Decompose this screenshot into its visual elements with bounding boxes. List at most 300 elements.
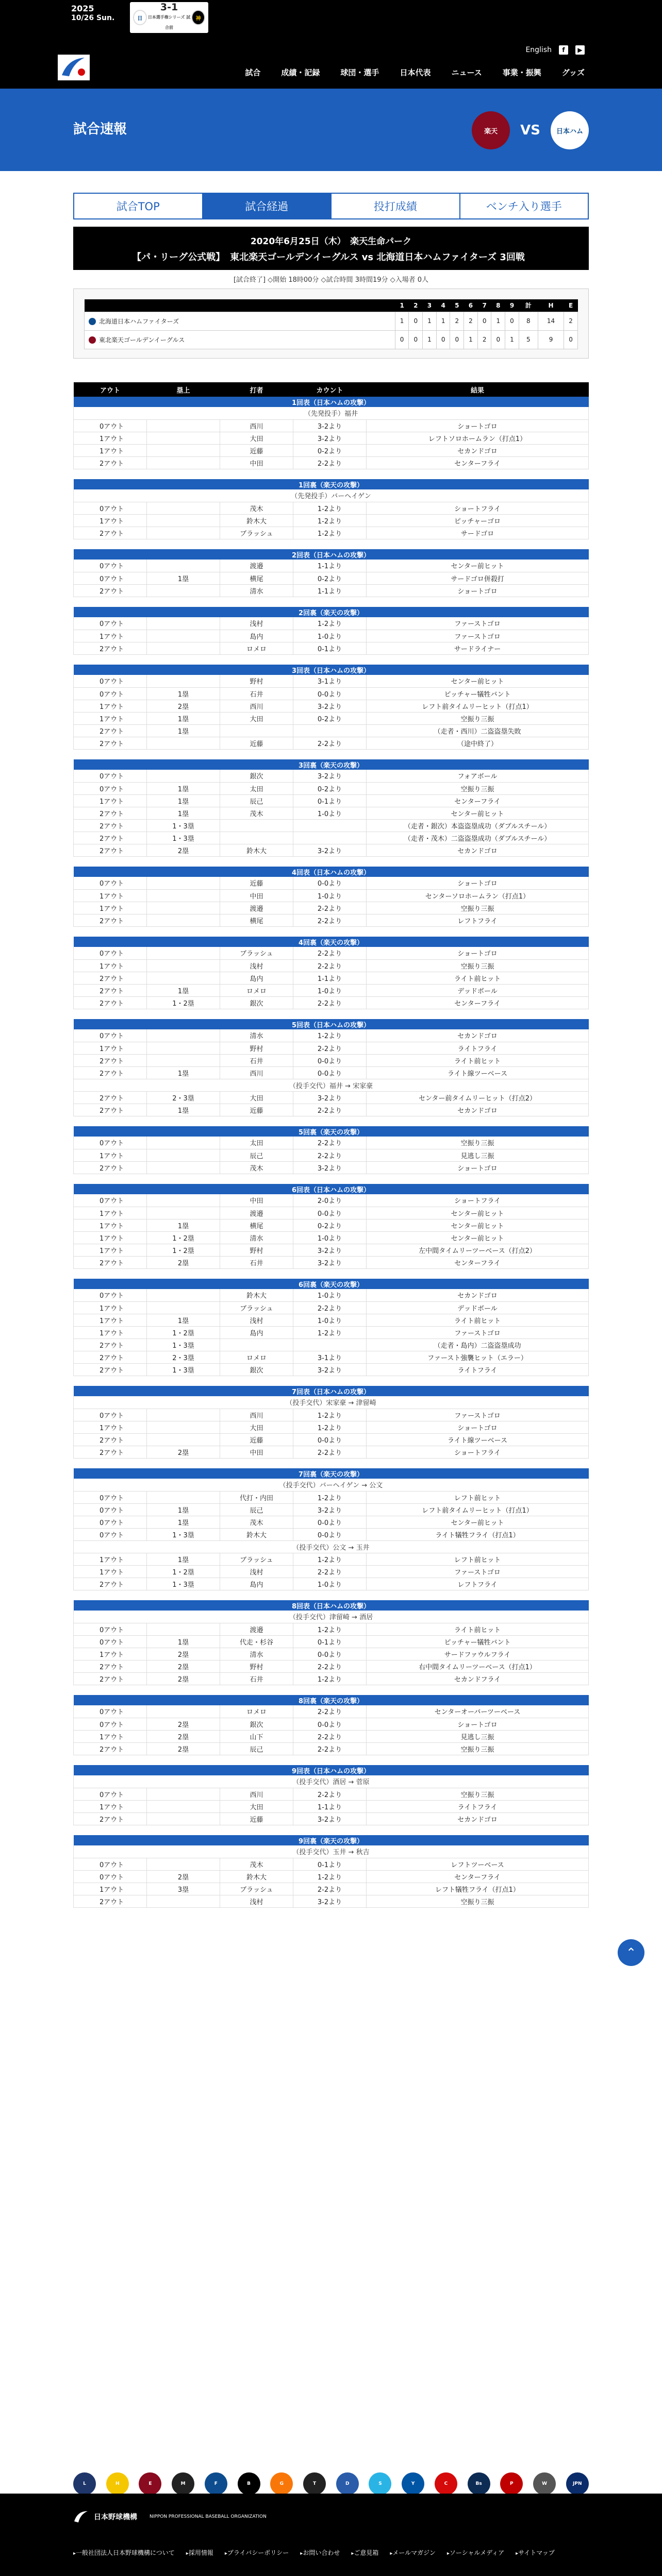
team-logo-icon[interactable]: M xyxy=(172,2472,194,2495)
batter: 茂木 xyxy=(220,1516,293,1528)
play-row xyxy=(74,959,589,972)
pitcher-change: （先発投手）バーヘイゲン xyxy=(74,489,589,502)
batter: 西川 xyxy=(220,419,293,432)
inning-header xyxy=(74,759,589,770)
linescore-row xyxy=(85,312,578,330)
mini-home-logo: 日 xyxy=(133,10,147,25)
inning-title: 7回表（日本ハムの攻撃） xyxy=(74,1386,589,1396)
pitcher-change: （先発投手）福井 xyxy=(74,407,589,419)
scroll-to-top-button[interactable] xyxy=(618,1939,644,1966)
play-row xyxy=(74,1029,589,1042)
result: ライトフライ xyxy=(367,1800,589,1812)
mini-scoreboard[interactable] xyxy=(130,2,208,33)
outs: 0アウト xyxy=(74,877,147,889)
result: 見逃し三振 xyxy=(367,1149,589,1161)
play-row xyxy=(74,984,589,996)
spacer xyxy=(74,1009,589,1019)
play-row xyxy=(74,630,589,642)
result: レフト前タイムリーヒット（打点1） xyxy=(367,1503,589,1516)
runners: 2塁 xyxy=(147,844,220,856)
team-emblem-icon xyxy=(89,318,96,325)
count: 3-2より xyxy=(293,700,367,712)
runners: 1塁 xyxy=(147,782,220,794)
tab-play-by-play[interactable]: 試合経過 xyxy=(203,194,332,218)
team-logo-icon[interactable]: B xyxy=(238,2472,260,2495)
batter: 西川 xyxy=(220,1788,293,1800)
org-name-en: NIPPON PROFESSIONAL BASEBALL ORGANIZATION xyxy=(150,2514,267,2519)
pitcher-change: （投手交代）公文 → 玉井 xyxy=(74,1540,589,1553)
footer-link-careers[interactable]: ▸ 採用情報 xyxy=(186,2548,213,2557)
result: レフトフライ xyxy=(367,914,589,926)
team-logo-icon[interactable]: G xyxy=(270,2472,293,2495)
runners xyxy=(147,642,220,654)
count: 1-0より xyxy=(293,630,367,642)
result: センター前ヒット xyxy=(367,807,589,819)
result: レフト前ヒット xyxy=(367,1491,589,1503)
runners: 1・3塁 xyxy=(147,832,220,844)
runners: 1・3塁 xyxy=(147,1528,220,1540)
play-row xyxy=(74,1326,589,1338)
outs: 0アウト xyxy=(74,1623,147,1635)
result: ライト前ヒット xyxy=(367,1314,589,1326)
batter: 近藤 xyxy=(220,1104,293,1116)
runners xyxy=(147,1161,220,1174)
count: 3-2より xyxy=(293,432,367,444)
count: 2-2より xyxy=(293,456,367,469)
result: ライト犠牲フライ（打点1） xyxy=(367,1528,589,1540)
count: 2-2より xyxy=(293,1883,367,1895)
linescore-cell: 0 xyxy=(477,312,491,330)
count: 2-2より xyxy=(293,737,367,749)
inning-title: 3回表（日本ハムの攻撃） xyxy=(74,665,589,675)
play-row xyxy=(74,1565,589,1578)
nav-goods[interactable]: グッズ xyxy=(561,68,585,77)
play-row xyxy=(74,514,589,527)
team-logo-icon[interactable]: T xyxy=(303,2472,326,2495)
play-row xyxy=(74,1363,589,1376)
outs: 0アウト xyxy=(74,1528,147,1540)
count: 3-2より xyxy=(293,1363,367,1376)
linescore-header: H xyxy=(538,299,564,312)
outs: 1アウト xyxy=(74,1648,147,1660)
team-logo-icon[interactable]: JPN xyxy=(566,2472,589,2495)
outs: 2アウト xyxy=(74,1091,147,1104)
linescore-cell: 1 xyxy=(464,330,478,349)
outs: 0アウト xyxy=(74,1788,147,1800)
page-banner xyxy=(0,89,662,171)
result: 空振り三振 xyxy=(367,959,589,972)
play-row xyxy=(74,584,589,597)
play-row xyxy=(74,1800,589,1812)
outs: 2アウト xyxy=(74,527,147,539)
batter: 茂木 xyxy=(220,807,293,819)
count: 0-2より xyxy=(293,1219,367,1231)
runners: 2塁 xyxy=(147,1742,220,1755)
batter: 大田 xyxy=(220,1091,293,1104)
inning-title: 2回表（日本ハムの攻撃） xyxy=(74,549,589,560)
team-logo-icon[interactable]: D xyxy=(336,2472,359,2495)
inning-header xyxy=(74,549,589,560)
linescore-header: 1 xyxy=(395,299,409,312)
team-logo-icon[interactable]: E xyxy=(139,2472,161,2495)
count: 0-0より xyxy=(293,1433,367,1446)
outs: 0アウト xyxy=(74,1718,147,1730)
play-row xyxy=(74,1194,589,1207)
linescore-cell: 0 xyxy=(436,330,450,349)
runners xyxy=(147,1788,220,1800)
runners xyxy=(147,675,220,687)
outs: 0アウト xyxy=(74,1194,147,1207)
linescore-cell: 1 xyxy=(491,312,505,330)
inning-title: 9回表（日本ハムの攻撃） xyxy=(74,1765,589,1775)
footer-link-about[interactable]: ▸ 一般社団法人日本野球機構について xyxy=(73,2548,175,2557)
inning-title: 3回裏（楽天の攻撃） xyxy=(74,759,589,770)
batter: 中田 xyxy=(220,1194,293,1207)
batter: 渡邉 xyxy=(220,1207,293,1219)
batter: 茂木 xyxy=(220,502,293,514)
count: 0-2より xyxy=(293,782,367,794)
result: ショートゴロ xyxy=(367,1421,589,1433)
linescore-header: 7 xyxy=(477,299,491,312)
batter: ロメロ xyxy=(220,1705,293,1718)
linescore-header: 3 xyxy=(423,299,437,312)
linescore-cell: 0 xyxy=(450,330,464,349)
linescore-box xyxy=(73,289,589,359)
team-logo-icon[interactable]: S xyxy=(369,2472,391,2495)
count: 2-2より xyxy=(293,1104,367,1116)
outs: 2アウト xyxy=(74,1672,147,1685)
batter: 銀次 xyxy=(220,1718,293,1730)
outs: 1アウト xyxy=(74,1800,147,1812)
nav-business[interactable]: 事業・振興 xyxy=(502,68,541,77)
result: 右中間タイムリーツーベース（打点1） xyxy=(367,1660,589,1672)
batter: ブラッシュ xyxy=(220,1553,293,1565)
play-row xyxy=(74,877,589,889)
outs: 2アウト xyxy=(74,1351,147,1363)
outs: 0アウト xyxy=(74,419,147,432)
outs: 2アウト xyxy=(74,1433,147,1446)
runners xyxy=(147,527,220,539)
team-logo-icon[interactable]: W xyxy=(533,2472,556,2495)
batter: 横尾 xyxy=(220,1219,293,1231)
result: センターフライ xyxy=(367,1870,589,1883)
facebook-icon[interactable]: f xyxy=(559,45,568,55)
result: ファーストゴロ xyxy=(367,1326,589,1338)
footer-link-social[interactable]: ▸ ソーシャルメディア xyxy=(447,2548,504,2557)
batter: 浅村 xyxy=(220,1314,293,1326)
runners: 1塁 xyxy=(147,984,220,996)
play-row xyxy=(74,972,589,984)
pitcher-change: （投手交代）福井 → 宋家豪 xyxy=(74,1079,589,1091)
count: 0-2より xyxy=(293,572,367,584)
batter: 西川 xyxy=(220,1066,293,1079)
count: 2-2より xyxy=(293,947,367,959)
outs: 0アウト xyxy=(74,782,147,794)
outs: 0アウト xyxy=(74,1635,147,1648)
runners: 2塁 xyxy=(147,1660,220,1672)
result: ピッチャー犠牲バント xyxy=(367,1635,589,1648)
outs: 0アウト xyxy=(74,572,147,584)
runners xyxy=(147,1137,220,1149)
count: 1-0より xyxy=(293,1578,367,1590)
inning-title: 7回裏（楽天の攻撃） xyxy=(74,1468,589,1479)
runners xyxy=(147,502,220,514)
team-logo-icon[interactable]: Bs xyxy=(468,2472,490,2495)
runners: 1塁 xyxy=(147,807,220,819)
outs: 2アウト xyxy=(74,807,147,819)
result: 空振り三振 xyxy=(367,1788,589,1800)
result: センター前タイムリーヒット（打点2） xyxy=(367,1091,589,1104)
linescore-header: 2 xyxy=(409,299,423,312)
footer-link-privacy[interactable]: ▸ プライバシーポリシー xyxy=(225,2548,289,2557)
pitcher-change-row xyxy=(74,489,589,502)
team-logo-icon[interactable]: F xyxy=(205,2472,227,2495)
outs: 1アウト xyxy=(74,1314,147,1326)
linescore-cell: 9 xyxy=(538,330,564,349)
site-header xyxy=(0,0,662,89)
count: 1-0より xyxy=(293,1231,367,1244)
batter: 近藤 xyxy=(220,1433,293,1446)
linescore-header: 9 xyxy=(505,299,519,312)
tab-game-top[interactable]: 試合TOP xyxy=(74,194,203,218)
count: 2-0より xyxy=(293,1194,367,1207)
count: 1-1より xyxy=(293,560,367,572)
matchup: 東北楽天ゴールデンイーグルス vs 北海道日本ハムファイターズ 3回戦 xyxy=(230,252,525,263)
linescore-header: 6 xyxy=(464,299,478,312)
runners xyxy=(147,947,220,959)
result: 空振り三振 xyxy=(367,1895,589,1907)
play-row xyxy=(74,617,589,630)
outs: 1アウト xyxy=(74,432,147,444)
outs: 2アウト xyxy=(74,737,147,749)
linescore-row xyxy=(85,330,578,349)
inning-title: 4回裏（楽天の攻撃） xyxy=(74,937,589,947)
play-row xyxy=(74,902,589,914)
count xyxy=(293,724,367,737)
runners: 1塁 xyxy=(147,1503,220,1516)
runners xyxy=(147,1149,220,1161)
runners: 3塁 xyxy=(147,1883,220,1895)
runners xyxy=(147,1029,220,1042)
batter: 鈴木大 xyxy=(220,1289,293,1301)
pitcher-change: （投手交代）酒居 → 菅原 xyxy=(74,1775,589,1788)
pitcher-change-row xyxy=(74,1540,589,1553)
pitcher-change-row xyxy=(74,1396,589,1409)
play-row xyxy=(74,432,589,444)
count: 2-2より xyxy=(293,1042,367,1054)
count: 1-2より xyxy=(293,1421,367,1433)
batter: 鈴木大 xyxy=(220,1870,293,1883)
count xyxy=(293,832,367,844)
result: ファースト強襲ヒット（エラー） xyxy=(367,1351,589,1363)
batter: 野村 xyxy=(220,1244,293,1256)
tab-bench-players[interactable]: ベンチ入り選手 xyxy=(460,194,588,218)
count: 3-2より xyxy=(293,419,367,432)
count: 2-2より xyxy=(293,1742,367,1755)
youtube-icon[interactable]: ▶ xyxy=(575,45,585,55)
outs: 1アウト xyxy=(74,1326,147,1338)
team-emblem-icon xyxy=(89,336,96,344)
runners xyxy=(147,1289,220,1301)
runners xyxy=(147,959,220,972)
batter: 鈴木大 xyxy=(220,1528,293,1540)
play-row xyxy=(74,1433,589,1446)
nav-national-team[interactable]: 日本代表 xyxy=(400,68,431,77)
play-row xyxy=(74,1161,589,1174)
batter: ブラッシュ xyxy=(220,947,293,959)
outs: 0アウト xyxy=(74,617,147,630)
batter xyxy=(220,1338,293,1351)
result: ライトフライ xyxy=(367,1363,589,1376)
outs: 2アウト xyxy=(74,1578,147,1590)
pitcher-change: （投手交代）宋家豪 → 津留崎 xyxy=(74,1396,589,1409)
npb-footer-logo[interactable] xyxy=(73,2510,89,2523)
batter: 清水 xyxy=(220,1231,293,1244)
count: 1-0より xyxy=(293,984,367,996)
batter: 西川 xyxy=(220,1409,293,1421)
batter: 近藤 xyxy=(220,444,293,456)
outs: 2アウト xyxy=(74,984,147,996)
team-logo-icon[interactable]: L xyxy=(73,2472,96,2495)
spacer xyxy=(74,597,589,607)
count: 1-1より xyxy=(293,1800,367,1812)
outs: 1アウト xyxy=(74,1231,147,1244)
nav-teams[interactable]: 球団・選手 xyxy=(340,68,379,77)
batter: 石井 xyxy=(220,1256,293,1268)
result: フォアボール xyxy=(367,770,589,782)
npb-logo[interactable] xyxy=(58,55,90,80)
outs: 1アウト xyxy=(74,1301,147,1314)
result: ショートフライ xyxy=(367,502,589,514)
batter: 近藤 xyxy=(220,737,293,749)
play-row xyxy=(74,1503,589,1516)
inning-header xyxy=(74,1695,589,1705)
play-row xyxy=(74,1660,589,1672)
footer-link-feedback[interactable]: ▸ ご意見箱 xyxy=(351,2548,378,2557)
footer-link-contact[interactable]: ▸ お問い合わせ xyxy=(300,2548,340,2557)
outs: 1アウト xyxy=(74,1042,147,1054)
batter xyxy=(220,724,293,737)
play-row xyxy=(74,807,589,819)
runners: 2塁 xyxy=(147,1446,220,1458)
count: 2-2より xyxy=(293,996,367,1009)
play-row xyxy=(74,1066,589,1079)
play-row xyxy=(74,844,589,856)
count: 2-2より xyxy=(293,1446,367,1458)
result: （走者・島内）二盗盗塁成功 xyxy=(367,1338,589,1351)
pbp-header: アウト xyxy=(74,382,147,397)
fighters-logo[interactable]: 日本ハム xyxy=(551,111,589,149)
result: ショートゴロ xyxy=(367,947,589,959)
linescore-header: 計 xyxy=(519,299,538,312)
linescore-cell: 2 xyxy=(564,312,578,330)
runners: 2塁 xyxy=(147,1870,220,1883)
runners: 2塁 xyxy=(147,700,220,712)
play-row xyxy=(74,1446,589,1458)
runners xyxy=(147,1812,220,1825)
linescore-cell: 1 xyxy=(423,330,437,349)
eagles-logo[interactable]: 楽天 xyxy=(472,111,510,149)
outs: 1アウト xyxy=(74,794,147,807)
batter: 横尾 xyxy=(220,914,293,926)
english-link[interactable]: English xyxy=(525,46,552,54)
team-logo-icon[interactable]: P xyxy=(500,2472,523,2495)
inning-title: 8回表（日本ハムの攻撃） xyxy=(74,1600,589,1611)
batter: 茂木 xyxy=(220,1161,293,1174)
inning-title: 4回表（日本ハムの攻撃） xyxy=(74,867,589,877)
outs: 0アウト xyxy=(74,1289,147,1301)
batter: 西川 xyxy=(220,700,293,712)
result: ライト前ヒット xyxy=(367,1054,589,1066)
footer-link-sitemap[interactable]: ▸ サイトマップ xyxy=(516,2548,555,2557)
count: 1-2より xyxy=(293,1409,367,1421)
batter: 横尾 xyxy=(220,572,293,584)
team-logo-icon[interactable]: C xyxy=(435,2472,457,2495)
tab-box-score[interactable]: 投打成績 xyxy=(332,194,460,218)
outs: 1アウト xyxy=(74,1207,147,1219)
vs-label: VS xyxy=(520,123,540,138)
result: サードライナー xyxy=(367,642,589,654)
team-logo-icon[interactable]: H xyxy=(106,2472,129,2495)
batter: 近藤 xyxy=(220,1812,293,1825)
count xyxy=(293,819,367,832)
outs: 2アウト xyxy=(74,1161,147,1174)
inning-header xyxy=(74,1126,589,1137)
play-row xyxy=(74,889,589,902)
linescore-team[interactable] xyxy=(85,312,395,330)
batter: 野村 xyxy=(220,1042,293,1054)
footer-link-newsletter[interactable]: ▸ メールマガジン xyxy=(390,2548,436,2557)
linescore-cell: 0 xyxy=(409,312,423,330)
linescore-cell: 0 xyxy=(564,330,578,349)
batter: 浅村 xyxy=(220,1565,293,1578)
nav-stats[interactable]: 成績・記録 xyxy=(281,68,320,77)
outs: 2アウト xyxy=(74,1812,147,1825)
play-row xyxy=(74,572,589,584)
linescore-header: E xyxy=(564,299,578,312)
outs: 2アウト xyxy=(74,972,147,984)
result: ライト線ツーベース xyxy=(367,1433,589,1446)
nav-news[interactable]: ニュース xyxy=(451,68,482,77)
result: 左中間タイムリーツーベース（打点2） xyxy=(367,1244,589,1256)
count: 1-2より xyxy=(293,1553,367,1565)
game-summary: [試合終了] ◇開始 18時00分 ◇試合時間 3時間19分 ◇入場者 0人 xyxy=(233,276,429,284)
team-logo-icon[interactable]: Y xyxy=(402,2472,424,2495)
play-row xyxy=(74,1219,589,1231)
linescore-cell: 2 xyxy=(464,312,478,330)
outs: 2アウト xyxy=(74,832,147,844)
linescore-team[interactable] xyxy=(85,330,395,349)
runners xyxy=(147,456,220,469)
batter: 大田 xyxy=(220,1800,293,1812)
play-row xyxy=(74,1351,589,1363)
runners: 1塁 xyxy=(147,1635,220,1648)
runners: 2塁 xyxy=(147,1256,220,1268)
nav-games[interactable]: 試合 xyxy=(245,68,261,77)
inning-title: 1回表（日本ハムの攻撃） xyxy=(74,397,589,407)
inning-title: 8回裏（楽天の攻撃） xyxy=(74,1695,589,1705)
inning-title: 5回裏（楽天の攻撃） xyxy=(74,1126,589,1137)
play-row xyxy=(74,1623,589,1635)
inning-header xyxy=(74,1765,589,1775)
result: 空振り三振 xyxy=(367,1137,589,1149)
play-row xyxy=(74,1730,589,1742)
count: 3-2より xyxy=(293,1895,367,1907)
linescore-cell: 2 xyxy=(450,312,464,330)
result: センター前ヒット xyxy=(367,1219,589,1231)
count: 3-1より xyxy=(293,1351,367,1363)
result: ファーストゴロ xyxy=(367,630,589,642)
